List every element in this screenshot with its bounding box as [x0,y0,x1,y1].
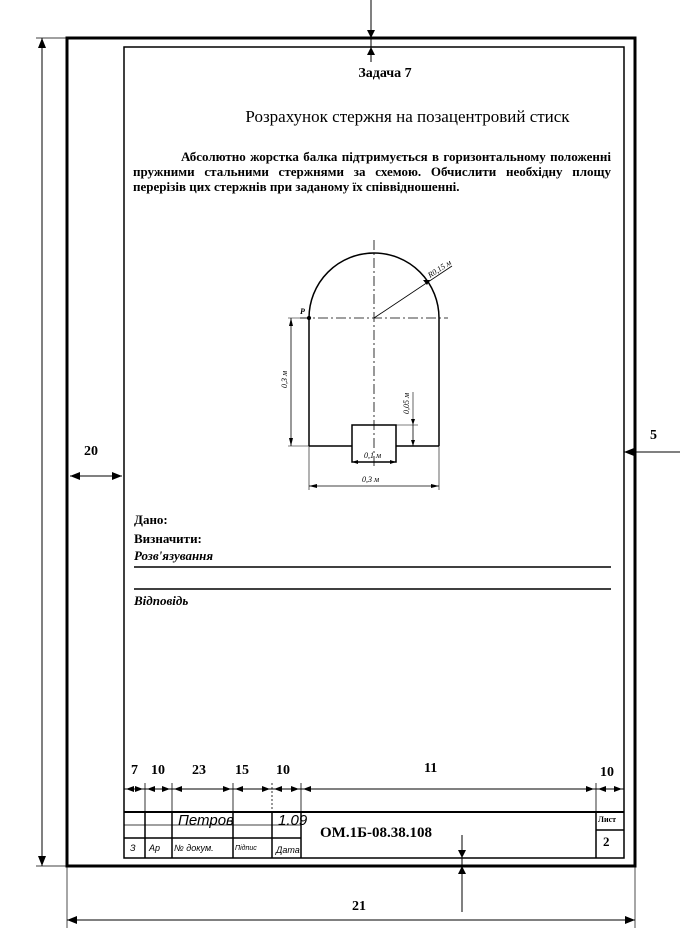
document-code: ОМ.1Б-08.38.108 [320,825,432,841]
task-title: Розрахунок стержня на позацентровий стиск [245,107,570,126]
problem-text: Абсолютно жорстка балка підтримується в горизонтальному положенні пружними стальними стержнями за схемою. Обчислити необхідну площу перерізів цих стержнів при заданому їх співвідношенні. [133,149,611,194]
left-margin-dim: 20 [84,444,98,459]
col-date: Дата [276,845,300,855]
col-sheet: Ар [149,843,161,853]
given-label: Дано: [134,512,168,527]
inner-height-label: 0,05 м [402,392,411,414]
answer-label: Відповідь [134,593,189,608]
width-label: 0,3 м [362,475,380,484]
stamp-dim-1: 7 [131,763,138,778]
stamp-dim-6: 11 [424,761,438,776]
stamp-dim-2: 10 [151,763,165,778]
stamp-dim-7: 10 [600,765,614,780]
inner-width-label: 0,1 м [364,451,382,460]
col-change: З [130,843,136,853]
right-margin-dim: 5 [650,428,657,443]
find-label: Визначити: [134,531,202,546]
stamp-name: Петров [178,812,234,829]
height-label: 0,3 м [280,370,289,388]
col-sign: Підпис [235,845,257,852]
force-label: P [300,307,305,316]
sheet-number: 2 [603,834,610,849]
task-number: Задача 7 [358,66,412,81]
stamp-dim-3: 23 [192,763,206,778]
radius-label: R0,15 м [426,257,453,280]
sheet-label: Лист [598,815,617,824]
stamp-date: 1.09 [278,812,308,829]
col-doc: № докум. [174,843,214,853]
solution-label: Розв'язування [134,548,214,563]
sheet-width-dim: 21 [352,899,366,914]
stamp-dim-5: 10 [276,763,290,778]
stamp-dim-4: 15 [235,763,249,778]
